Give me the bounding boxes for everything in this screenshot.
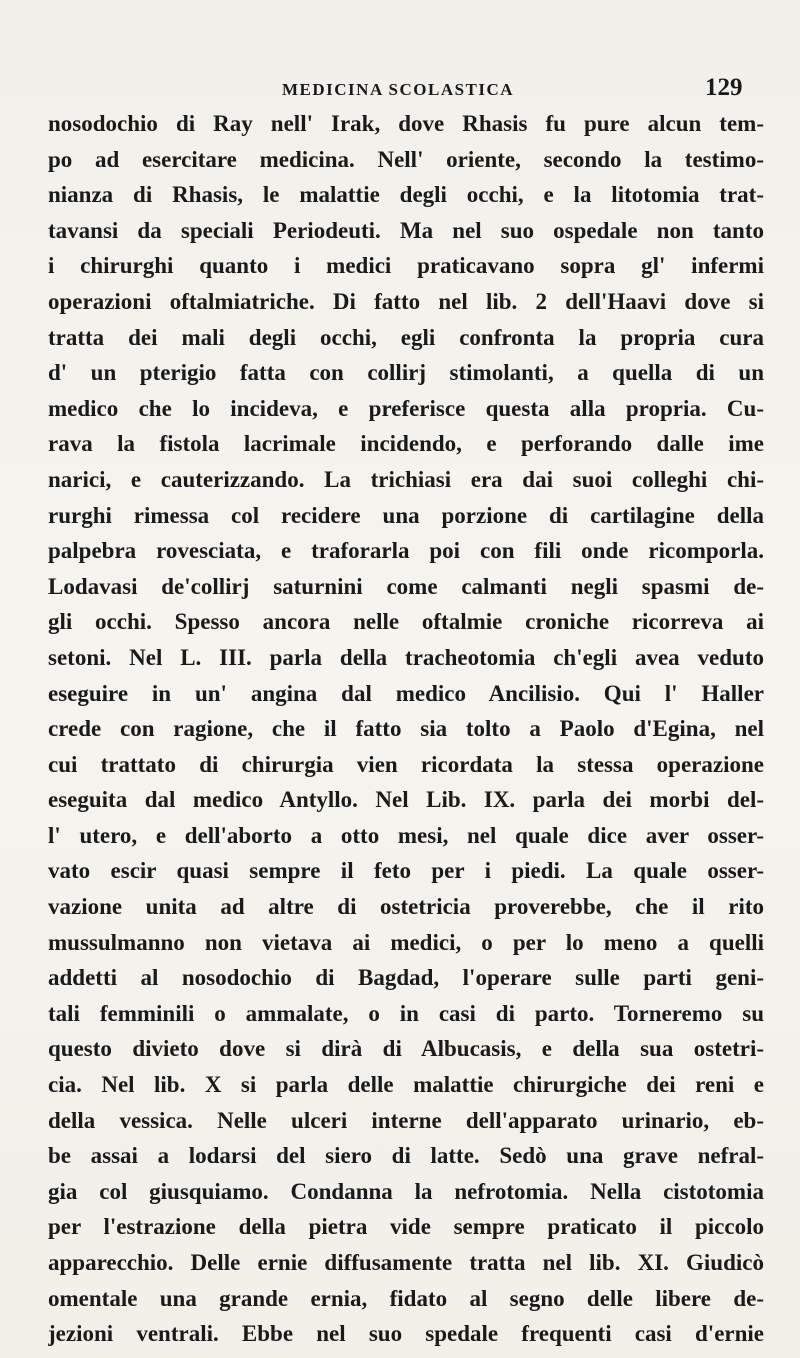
text-line: per l'estrazione della pietra vide sempre praticato il piccolo <box>48 1214 764 1240</box>
text-line: omentale una grande ernia, fidato al segno delle libere de- <box>48 1285 764 1311</box>
text-line: po ad esercitare medicina. Nell' oriente, secondo la testimo- <box>48 146 764 172</box>
text-line: rava la fistola lacrimale incidendo, e perforando dalle ime <box>48 431 764 457</box>
text-line: cui trattato di chirurgia vien ricordata la stessa operazione <box>48 751 764 777</box>
text-line: gia col giusquiamo. Condanna la nefrotomia. Nella cistotomia <box>48 1178 764 1204</box>
running-head <box>0 74 800 108</box>
text-line: apparecchio. Delle ernie diffusamente tratta nel lib. XI. Giudicò <box>48 1250 764 1275</box>
text-line: addetti al nosodochio di Bagdad, l'operare sulle parti geni- <box>48 965 764 991</box>
text-line: setoni. Nel L. III. parla della tracheotomia ch'egli avea veduto <box>48 644 764 670</box>
text-line: gli occhi. Spesso ancora nelle oftalmie croniche ricorreva ai <box>48 609 764 635</box>
text-line: eseguita dal medico Antyllo. Nel Lib. IX. parla dei morbi del- <box>48 787 764 813</box>
text-line: jezioni ventrali. Ebbe nel suo spedale frequenti casi d'ernie <box>48 1321 764 1347</box>
page-number: 129 <box>705 74 743 101</box>
text-line: l' utero, e dell'aborto a otto mesi, nel quale dice aver osser- <box>48 822 764 848</box>
text-line: operazioni oftalmiatriche. Di fatto nel lib. 2 dell'Haavi dove si <box>48 288 764 314</box>
text-line: medico che lo incideva, e preferisce questa alla propria. Cu- <box>48 395 764 421</box>
text-line: Lodavasi de'collirj saturnini come calmanti negli spasmi de- <box>48 573 764 599</box>
text-line: mussulmanno non vietava ai medici, o per lo meno a quelli <box>48 929 764 955</box>
running-title: MEDICINA SCOLASTICA <box>282 80 515 99</box>
text-line: vato escir quasi sempre il feto per i piedi. La quale osser- <box>48 858 764 884</box>
text-line: i chirurghi quanto i medici praticavano sopra gl' infermi <box>48 253 764 279</box>
text-line: vazione unita ad altre di ostetricia proverebbe, che il rito <box>48 894 764 920</box>
text-line: tratta dei mali degli occhi, egli confronta la propria cura <box>48 324 764 350</box>
text-line: nosodochio di Ray nell' Irak, dove Rhasis fu pure alcun tem- <box>48 111 764 136</box>
text-line: narici, e cauterizzando. La trichiasi era dai suoi colleghi chi- <box>48 466 764 492</box>
text-line: palpebra rovesciata, e traforarla poi con fili onde ricomporla. <box>48 538 764 564</box>
body-text <box>48 106 764 1352</box>
text-line: be assai a lodarsi del siero di latte. Sedò una grave nefral- <box>48 1143 764 1169</box>
text-line: cia. Nel lib. X si parla delle malattie chirurgiche dei reni e <box>48 1072 764 1098</box>
text-line: questo divieto dove si dirà di Albucasis, e della sua ostetri- <box>48 1036 764 1062</box>
text-line: nianza di Rhasis, le malattie degli occhi, e la litotomia trat- <box>48 182 764 208</box>
text-line: rurghi rimessa col recidere una porzione di cartilagine della <box>48 502 764 528</box>
text-line: eseguire in un' angina dal medico Ancilisio. Qui l' Haller <box>48 680 764 706</box>
text-line: d' un pterigio fatta con collirj stimolanti, a quella di un <box>48 360 764 386</box>
text-line: della vessica. Nelle ulceri interne dell'apparato urinario, eb- <box>48 1107 764 1133</box>
text-line: tavansi da speciali Periodeuti. Ma nel suo ospedale non tanto <box>48 217 764 243</box>
text-line: crede con ragione, che il fatto sia tolto a Paolo d'Egina, nel <box>48 716 764 742</box>
text-line: tali femminili o ammalate, o in casi di parto. Torneremo su <box>48 1000 764 1026</box>
